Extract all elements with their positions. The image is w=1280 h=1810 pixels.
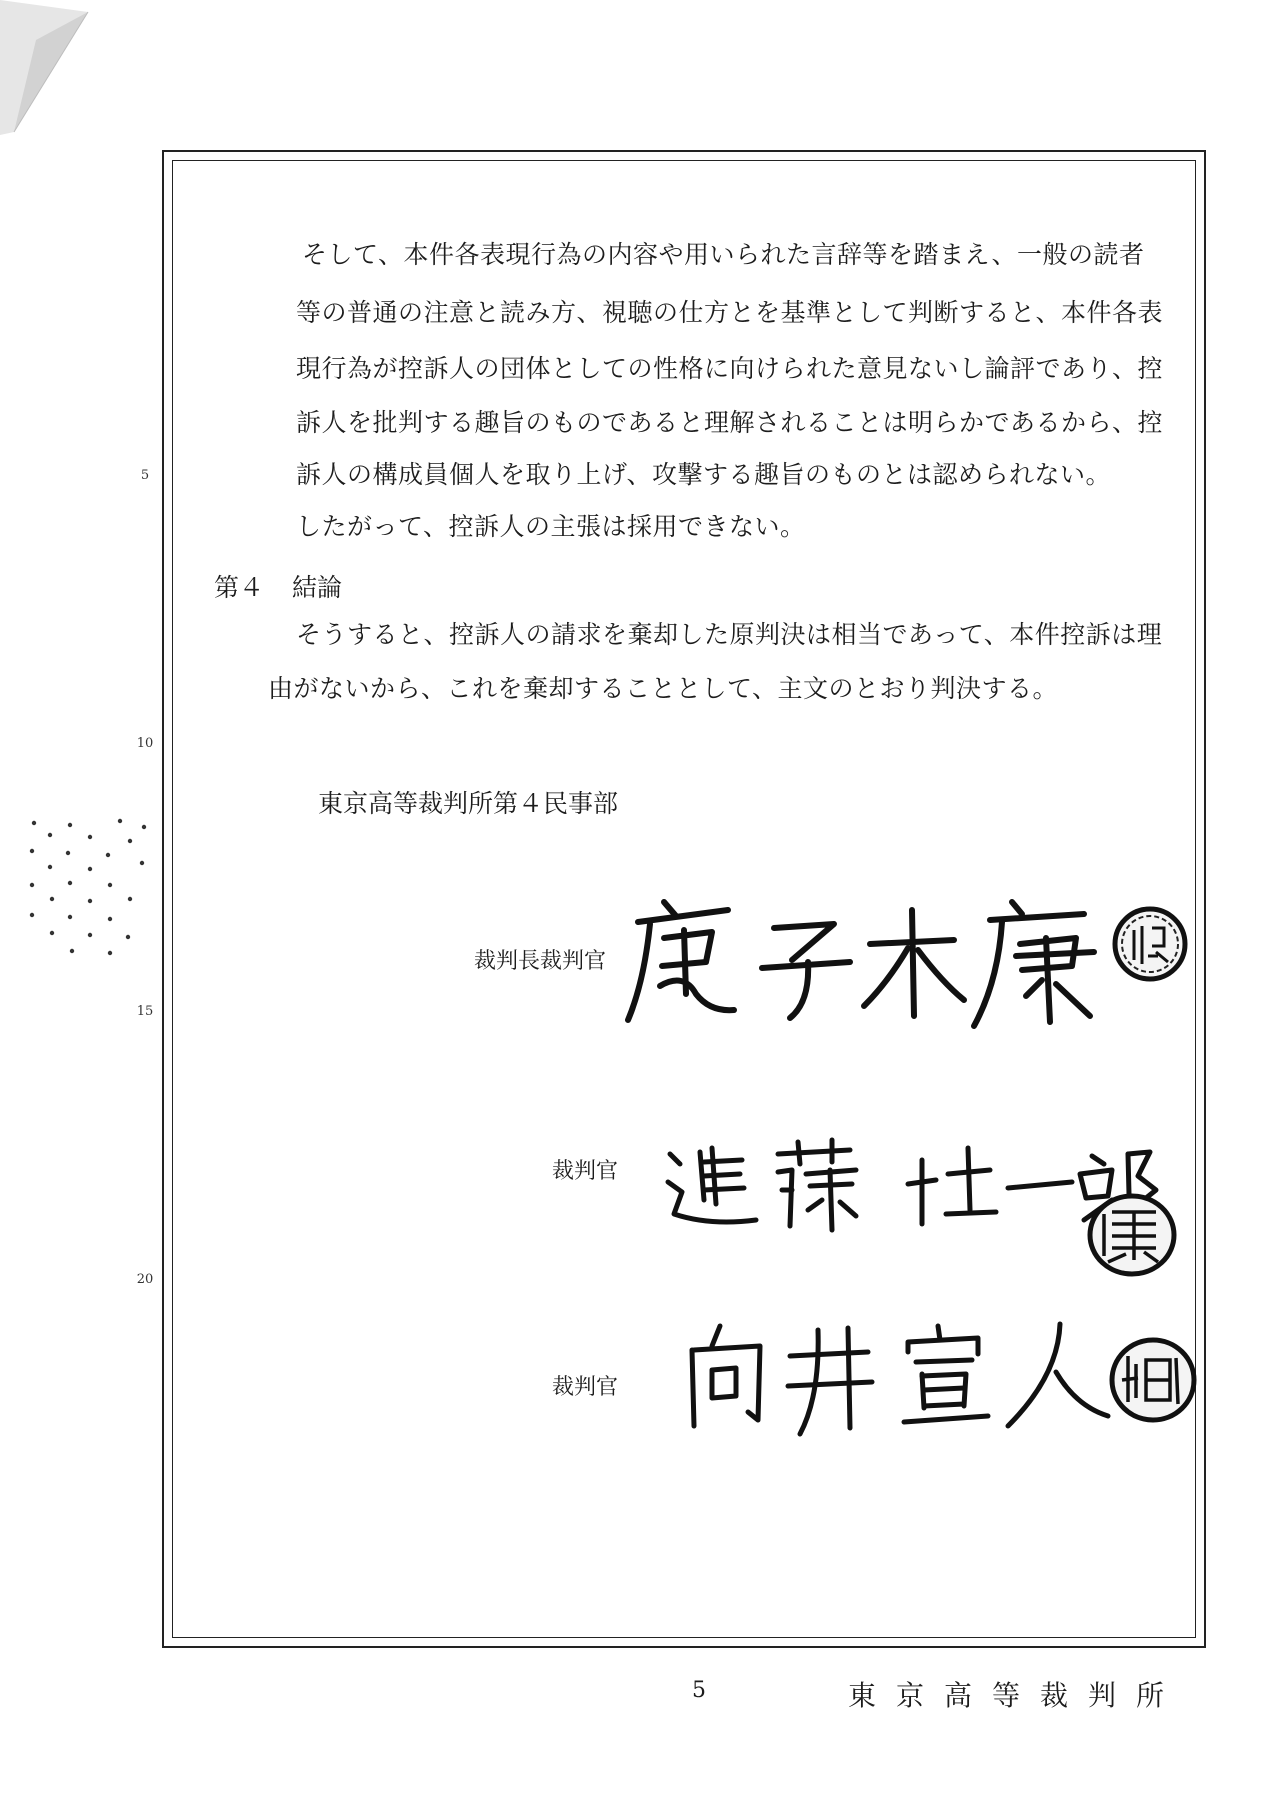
- body-text-line: 等の普通の注意と読み方、視聴の仕方とを基準として判断すると、本件各表: [296, 298, 1164, 327]
- body-text-line: 現行為が控訴人の団体としての性格に向けられた意見ないし論評であり、控: [296, 354, 1164, 383]
- body-text-line: そうすると、控訴人の請求を棄却した原判決は相当であって、本件控訴は理: [296, 620, 1163, 649]
- line-number: 5: [140, 468, 150, 483]
- body-text-line: したがって、控訴人の主張は採用できない。: [296, 512, 806, 541]
- line-number: 10: [136, 736, 154, 751]
- body-text-line: 訴人の構成員個人を取り上げ、攻撃する趣旨のものとは認められない。: [296, 460, 1112, 489]
- seal-stamp-presiding-judge: [1112, 906, 1188, 982]
- page-number: 5: [692, 1678, 706, 1703]
- judge-title: 裁判官: [552, 1375, 619, 1400]
- section-title: 結論: [292, 573, 343, 602]
- body-text-line: そして、本件各表現行為の内容や用いられた言辞等を踏まえ、一般の読者: [302, 240, 1145, 269]
- line-number: 15: [136, 1004, 154, 1019]
- body-text-line: 訴人を批判する趣旨のものであると理解されることは明らかであるから、控: [296, 408, 1164, 437]
- court-name-footer: 東京高等裁判所: [848, 1679, 1185, 1712]
- signature-presiding-judge: [624, 882, 1124, 1032]
- judge-title: 裁判官: [552, 1159, 619, 1184]
- signature-judge-third: [672, 1316, 1122, 1446]
- body-text-line: 由がないから、これを棄却することとして、主文のとおり判決する。: [268, 674, 1059, 703]
- dot-pattern: [24, 815, 154, 965]
- court-department: 東京高等裁判所第４民事部: [318, 789, 619, 818]
- judge-title-presiding: 裁判長裁判官: [474, 949, 607, 974]
- folded-corner-icon: [0, 0, 95, 135]
- seal-stamp-judge-third: [1108, 1336, 1198, 1424]
- line-number: 20: [136, 1272, 154, 1287]
- seal-stamp-judge-second: [1086, 1192, 1178, 1278]
- section-number: 第４: [214, 573, 265, 602]
